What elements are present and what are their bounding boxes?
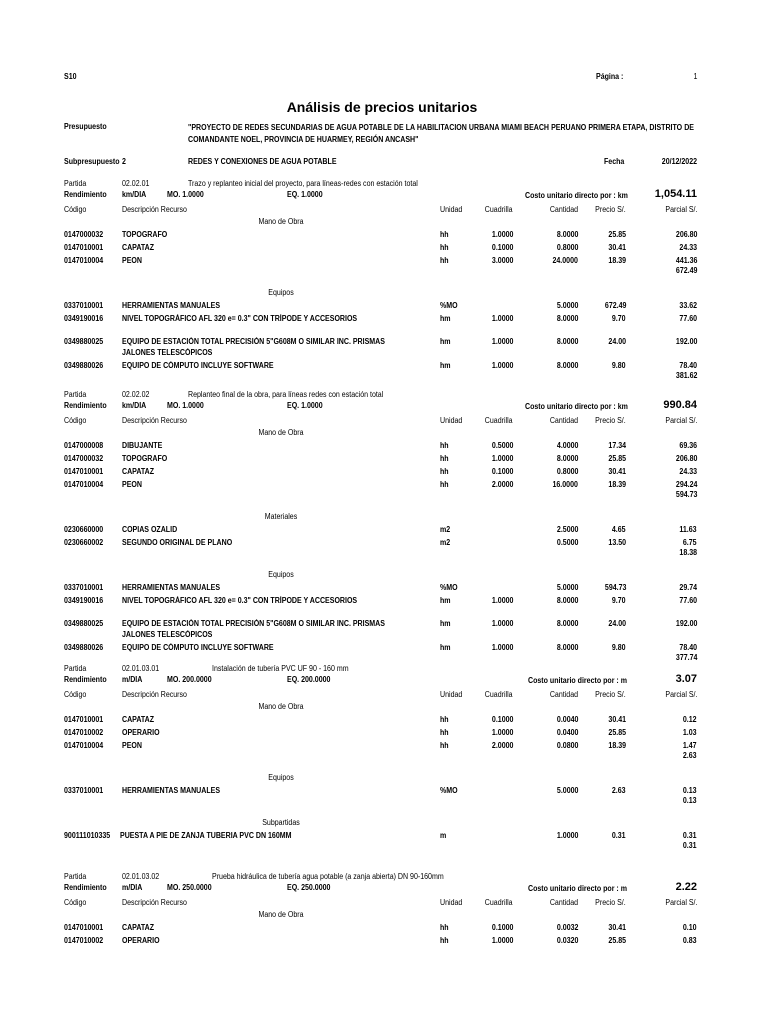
- partida-description: Replanteo final de la obra, para líneas redes con estación total: [188, 390, 384, 399]
- column-precio: Precio S/.: [595, 205, 626, 214]
- group-heading: Equipos: [268, 773, 294, 782]
- column-parcial: Parcial S/.: [664, 690, 697, 699]
- resource-cantidad: 0.0320: [556, 936, 578, 945]
- resource-cuadrilla: 0.1000: [491, 243, 513, 252]
- resource-parcial: 1.03: [683, 728, 697, 737]
- mo-value: MO. 250.0000: [167, 883, 212, 892]
- resource-unit: hm: [440, 596, 451, 605]
- resource-precio: 24.00: [608, 337, 626, 346]
- resource-cantidad: 5.0000: [556, 583, 578, 592]
- resource-parcial: 0.31: [683, 831, 697, 840]
- resource-cuadrilla: 0.5000: [491, 441, 513, 450]
- resource-cantidad: 0.0800: [556, 741, 578, 750]
- resource-precio: 9.80: [612, 643, 626, 652]
- resource-cantidad: 8.0000: [556, 619, 578, 628]
- partida-code: 02.01.03.01: [122, 664, 160, 673]
- resource-code: 0337010001: [64, 786, 104, 795]
- resource-cantidad: 8.0000: [556, 314, 578, 323]
- resource-code: 0349190016: [64, 314, 104, 323]
- resource-description: PEON: [122, 256, 142, 265]
- resource-code: 0147010004: [64, 256, 104, 265]
- resource-cantidad: 8.0000: [556, 230, 578, 239]
- resource-parcial: 77.60: [679, 314, 697, 323]
- eq-value: EQ. 250.0000: [287, 883, 331, 892]
- resource-cuadrilla: 1.0000: [491, 454, 513, 463]
- eq-value: EQ. 1.0000: [287, 401, 323, 410]
- subpresupuesto-text: REDES Y CONEXIONES DE AGUA POTABLE: [188, 157, 337, 166]
- eq-value: EQ. 200.0000: [287, 675, 331, 684]
- column-unidad: Unidad: [440, 416, 463, 425]
- resource-parcial: 206.80: [675, 230, 697, 239]
- resource-code: 0337010001: [64, 301, 104, 310]
- resource-parcial: 11.63: [679, 525, 697, 534]
- resource-code: 0230660002: [64, 538, 104, 547]
- resource-code: 0349880026: [64, 643, 104, 652]
- resource-unit: hh: [440, 454, 449, 463]
- resource-precio: 18.39: [608, 480, 626, 489]
- group-subtotal: 0.13: [683, 796, 697, 805]
- resource-precio: 24.00: [608, 619, 626, 628]
- resource-precio: 25.85: [608, 728, 626, 737]
- resource-cuadrilla: 1.0000: [491, 314, 513, 323]
- partida-description: Instalación de tubería PVC UF 90 - 160 mm: [212, 664, 349, 673]
- resource-description: OPERARIO: [122, 728, 160, 737]
- resource-cantidad: 0.0400: [556, 728, 578, 737]
- costo-unitario-label: Costo unitario directo por : km: [525, 402, 628, 411]
- column-precio: Precio S/.: [595, 898, 626, 907]
- resource-precio: 9.70: [612, 596, 626, 605]
- group-heading: Mano de Obra: [258, 702, 304, 711]
- resource-description: PEON: [122, 480, 142, 489]
- resource-parcial: 1.47: [683, 741, 697, 750]
- resource-parcial: 6.75: [683, 538, 697, 547]
- resource-unit: hh: [440, 728, 449, 737]
- resource-code: 0147010002: [64, 728, 104, 737]
- resource-cuadrilla: 1.0000: [491, 643, 513, 652]
- resource-cuadrilla: 0.1000: [491, 715, 513, 724]
- resource-cantidad: 0.8000: [556, 243, 578, 252]
- page-label: Página :: [596, 72, 624, 81]
- resource-unit: m2: [440, 538, 451, 547]
- resource-parcial: 29.74: [679, 583, 697, 592]
- resource-cantidad: 0.0032: [556, 923, 578, 932]
- resource-cuadrilla: 0.1000: [491, 467, 513, 476]
- resource-cantidad: 8.0000: [556, 337, 578, 346]
- resource-cuadrilla: 2.0000: [491, 741, 513, 750]
- resource-cantidad: 8.0000: [556, 596, 578, 605]
- rendimiento-label: Rendimiento: [64, 883, 107, 892]
- resource-precio: 18.39: [608, 256, 626, 265]
- resource-precio: 9.70: [612, 314, 626, 323]
- resource-description: SEGUNDO ORIGINAL DE PLANO: [122, 538, 233, 547]
- resource-description: HERRAMIENTAS MANUALES: [122, 786, 221, 795]
- resource-unit: hh: [440, 923, 449, 932]
- resource-parcial: 206.80: [675, 454, 697, 463]
- group-subtotal: 381.62: [675, 371, 697, 380]
- column-descripcion: Descripción Recurso: [122, 898, 187, 907]
- resource-cuadrilla: 2.0000: [491, 480, 513, 489]
- resource-description: HERRAMIENTAS MANUALES: [122, 301, 221, 310]
- partida-description: Prueba hidráulica de tubería agua potable (a zanja abierta) DN 90-160mm: [212, 872, 444, 881]
- resource-cantidad: 8.0000: [556, 454, 578, 463]
- fecha-label: Fecha: [604, 157, 625, 166]
- resource-unit: hh: [440, 230, 449, 239]
- resource-parcial: 24.33: [679, 467, 697, 476]
- partida-label: Partida: [64, 872, 87, 881]
- resource-unit: hm: [440, 337, 451, 346]
- resource-cantidad: 0.8000: [556, 467, 578, 476]
- resource-cantidad: 5.0000: [556, 786, 578, 795]
- group-subtotal: 377.74: [675, 653, 697, 662]
- resource-parcial: 24.33: [679, 243, 697, 252]
- resource-code: 0349880025: [64, 337, 104, 346]
- resource-code: 0349880025: [64, 619, 104, 628]
- group-heading: Mano de Obra: [258, 910, 304, 919]
- costo-unitario-label: Costo unitario directo por : m: [528, 676, 627, 685]
- resource-description: CAPATAZ: [122, 923, 155, 932]
- rendimiento-label: Rendimiento: [64, 675, 107, 684]
- group-heading: Materiales: [264, 512, 298, 521]
- mo-value: MO. 1.0000: [167, 401, 204, 410]
- column-cuadrilla: Cuadrilla: [485, 898, 513, 907]
- resource-code: 0337010001: [64, 583, 104, 592]
- resource-code: 0147010004: [64, 741, 104, 750]
- rendimiento-unit: m/DIA: [122, 883, 143, 892]
- resource-cuadrilla: 1.0000: [491, 596, 513, 605]
- resource-cantidad: 0.5000: [556, 538, 578, 547]
- costo-unitario-value: 990.84: [663, 399, 697, 411]
- resource-parcial: 441.36: [675, 256, 697, 265]
- resource-precio: 25.85: [608, 454, 626, 463]
- resource-code: 0147010004: [64, 480, 104, 489]
- resource-description: CAPATAZ: [122, 715, 155, 724]
- page-number: 1: [693, 72, 697, 81]
- resource-code: 0147010001: [64, 467, 104, 476]
- resource-unit: hh: [440, 480, 449, 489]
- resource-unit: hh: [440, 243, 449, 252]
- resource-description: NIVEL TOPOGRÁFICO AFL 320 e= 0.3" CON TRÍPODE Y ACCESORIOS: [122, 314, 358, 323]
- resource-cuadrilla: 1.0000: [491, 337, 513, 346]
- resource-code: 0147010001: [64, 243, 104, 252]
- resource-unit: %MO: [440, 301, 458, 310]
- resource-precio: 4.65: [612, 525, 626, 534]
- resource-cantidad: 8.0000: [556, 361, 578, 370]
- resource-unit: hm: [440, 314, 451, 323]
- resource-description: COPIAS OZALID: [122, 525, 178, 534]
- costo-unitario-value: 3.07: [675, 673, 697, 685]
- group-subtotal: 2.63: [683, 751, 697, 760]
- presupuesto-text: "PROYECTO DE REDES SECUNDARIAS DE AGUA POTABLE DE LA HABILITACION URBANA MIAMI BEACH PERUANO PRIMERA ETAPA, DISTRITO DE COMANDANTE NOEL, PROVINCIA DE HUARMEY, REGIÓN ANCASH": [188, 123, 694, 144]
- resource-precio: 672.49: [604, 301, 626, 310]
- resource-unit: hh: [440, 467, 449, 476]
- column-descripcion: Descripción Recurso: [122, 205, 187, 214]
- resource-cantidad: 24.0000: [552, 256, 578, 265]
- costo-unitario-value: 2.22: [675, 881, 697, 893]
- resource-precio: 25.85: [608, 230, 626, 239]
- rendimiento-label: Rendimiento: [64, 401, 107, 410]
- resource-unit: hm: [440, 361, 451, 370]
- group-heading: Mano de Obra: [258, 428, 304, 437]
- partida-code: 02.02.02: [122, 390, 150, 399]
- rendimiento-unit: km/DIA: [122, 190, 147, 199]
- resource-precio: 25.85: [608, 936, 626, 945]
- column-cuadrilla: Cuadrilla: [485, 205, 513, 214]
- resource-precio: 13.50: [608, 538, 626, 547]
- resource-cuadrilla: 1.0000: [491, 361, 513, 370]
- resource-parcial: 77.60: [679, 596, 697, 605]
- resource-description: EQUIPO DE CÓMPUTO INCLUYE SOFTWARE: [122, 643, 274, 652]
- resource-code: 900111010335: [64, 831, 111, 840]
- column-unidad: Unidad: [440, 205, 463, 214]
- group-subtotal: 0.31: [683, 841, 697, 850]
- resource-parcial: 69.36: [679, 441, 697, 450]
- resource-parcial: 78.40: [679, 643, 697, 652]
- subpresupuesto-number: 2: [122, 157, 126, 166]
- resource-description-cont: JALONES TELESCÓPICOS: [122, 630, 213, 639]
- resource-description: PEON: [122, 741, 142, 750]
- column-descripcion: Descripción Recurso: [122, 416, 187, 425]
- column-cantidad: Cantidad: [549, 416, 578, 425]
- group-heading: Equipos: [268, 570, 294, 579]
- mo-value: MO. 1.0000: [167, 190, 204, 199]
- resource-precio: 18.39: [608, 741, 626, 750]
- partida-code: 02.02.01: [122, 179, 150, 188]
- partida-label: Partida: [64, 179, 87, 188]
- column-descripcion: Descripción Recurso: [122, 690, 187, 699]
- column-codigo: Código: [64, 205, 87, 214]
- software-tag: S10: [64, 72, 77, 81]
- resource-description: CAPATAZ: [122, 243, 155, 252]
- resource-unit: %MO: [440, 786, 458, 795]
- resource-parcial: 33.62: [679, 301, 697, 310]
- resource-unit: %MO: [440, 583, 458, 592]
- column-cantidad: Cantidad: [549, 898, 578, 907]
- resource-unit: hh: [440, 936, 449, 945]
- resource-precio: 594.73: [604, 583, 626, 592]
- resource-description: NIVEL TOPOGRÁFICO AFL 320 e= 0.3" CON TRÍPODE Y ACCESORIOS: [122, 596, 358, 605]
- resource-precio: 30.41: [608, 467, 626, 476]
- resource-precio: 30.41: [608, 715, 626, 724]
- resource-cantidad: 16.0000: [552, 480, 578, 489]
- resource-description: TOPOGRAFO: [122, 230, 168, 239]
- group-subtotal: 594.73: [675, 490, 697, 499]
- resource-description: CAPATAZ: [122, 467, 155, 476]
- subpresupuesto-label: Subpresupuesto: [64, 157, 120, 166]
- resource-precio: 2.63: [612, 786, 626, 795]
- column-precio: Precio S/.: [595, 690, 626, 699]
- resource-cantidad: 4.0000: [556, 441, 578, 450]
- column-parcial: Parcial S/.: [664, 416, 697, 425]
- resource-parcial: 78.40: [679, 361, 697, 370]
- rendimiento-unit: km/DIA: [122, 401, 147, 410]
- resource-description: OPERARIO: [122, 936, 160, 945]
- column-codigo: Código: [64, 898, 87, 907]
- column-parcial: Parcial S/.: [664, 205, 697, 214]
- resource-cuadrilla: 1.0000: [491, 936, 513, 945]
- group-subtotal: 18.38: [679, 548, 697, 557]
- resource-unit: hm: [440, 619, 451, 628]
- resource-parcial: 0.10: [683, 923, 697, 932]
- resource-unit: hh: [440, 715, 449, 724]
- page-title: Análisis de precios unitarios: [286, 99, 478, 115]
- column-unidad: Unidad: [440, 690, 463, 699]
- resource-cuadrilla: 3.0000: [491, 256, 513, 265]
- resource-parcial: 192.00: [675, 619, 697, 628]
- resource-description: PUESTA A PIE DE ZANJA TUBERIA PVC DN 160MM: [120, 831, 292, 840]
- resource-parcial: 0.83: [683, 936, 697, 945]
- resource-code: 0349190016: [64, 596, 104, 605]
- column-unidad: Unidad: [440, 898, 463, 907]
- resource-cuadrilla: 1.0000: [491, 728, 513, 737]
- resource-precio: 9.80: [612, 361, 626, 370]
- resource-cuadrilla: 0.1000: [491, 923, 513, 932]
- resource-unit: hm: [440, 643, 451, 652]
- mo-value: MO. 200.0000: [167, 675, 212, 684]
- resource-cuadrilla: 1.0000: [491, 619, 513, 628]
- resource-description: EQUIPO DE ESTACIÓN TOTAL PRECISIÓN 5"G608M O SIMILAR INC. PRISMAS: [122, 337, 385, 346]
- partida-label: Partida: [64, 390, 87, 399]
- resource-precio: 30.41: [608, 243, 626, 252]
- group-subtotal: 672.49: [675, 266, 697, 275]
- group-heading: Subpartidas: [262, 818, 300, 827]
- resource-code: 0147000032: [64, 230, 104, 239]
- column-cantidad: Cantidad: [549, 690, 578, 699]
- resource-cantidad: 0.0040: [556, 715, 578, 724]
- resource-cantidad: 1.0000: [556, 831, 578, 840]
- resource-cantidad: 8.0000: [556, 643, 578, 652]
- resource-cantidad: 2.5000: [556, 525, 578, 534]
- eq-value: EQ. 1.0000: [287, 190, 323, 199]
- resource-description-cont: JALONES TELESCÓPICOS: [122, 348, 213, 357]
- rendimiento-label: Rendimiento: [64, 190, 107, 199]
- resource-code: 0147000008: [64, 441, 104, 450]
- costo-unitario-label: Costo unitario directo por : m: [528, 884, 627, 893]
- resource-code: 0349880026: [64, 361, 104, 370]
- resource-precio: 0.31: [612, 831, 626, 840]
- resource-parcial: 192.00: [675, 337, 697, 346]
- resource-unit: hh: [440, 741, 449, 750]
- resource-code: 0147010002: [64, 936, 104, 945]
- group-heading: Equipos: [268, 288, 294, 297]
- resource-precio: 17.34: [608, 441, 626, 450]
- resource-parcial: 0.12: [683, 715, 697, 724]
- costo-unitario-label: Costo unitario directo por : km: [525, 191, 628, 200]
- partida-code: 02.01.03.02: [122, 872, 160, 881]
- resource-precio: 30.41: [608, 923, 626, 932]
- resource-code: 0147010001: [64, 715, 104, 724]
- column-parcial: Parcial S/.: [664, 898, 697, 907]
- presupuesto-label: Presupuesto: [64, 122, 107, 131]
- column-codigo: Código: [64, 690, 87, 699]
- resource-cantidad: 5.0000: [556, 301, 578, 310]
- costo-unitario-value: 1,054.11: [654, 188, 697, 200]
- partida-description: Trazo y replanteo inicial del proyecto, para líneas-redes con estación total: [188, 179, 418, 188]
- resource-unit: m: [440, 831, 447, 840]
- rendimiento-unit: m/DIA: [122, 675, 143, 684]
- resource-description: TOPOGRAFO: [122, 454, 168, 463]
- resource-parcial: 0.13: [683, 786, 697, 795]
- resource-description: HERRAMIENTAS MANUALES: [122, 583, 221, 592]
- column-cantidad: Cantidad: [549, 205, 578, 214]
- column-codigo: Código: [64, 416, 87, 425]
- fecha-value: 20/12/2022: [661, 157, 697, 166]
- column-precio: Precio S/.: [595, 416, 626, 425]
- resource-code: 0147010001: [64, 923, 104, 932]
- resource-code: 0147000032: [64, 454, 104, 463]
- column-cuadrilla: Cuadrilla: [485, 416, 513, 425]
- resource-unit: hh: [440, 256, 449, 265]
- resource-description: EQUIPO DE ESTACIÓN TOTAL PRECISIÓN 5"G608M O SIMILAR INC. PRISMAS: [122, 619, 385, 628]
- group-heading: Mano de Obra: [258, 217, 304, 226]
- resource-cuadrilla: 1.0000: [491, 230, 513, 239]
- column-cuadrilla: Cuadrilla: [485, 690, 513, 699]
- resource-description: EQUIPO DE CÓMPUTO INCLUYE SOFTWARE: [122, 361, 274, 370]
- resource-description: DIBUJANTE: [122, 441, 163, 450]
- partida-label: Partida: [64, 664, 87, 673]
- resource-code: 0230660000: [64, 525, 104, 534]
- resource-unit: m2: [440, 525, 451, 534]
- resource-parcial: 294.24: [675, 480, 697, 489]
- resource-unit: hh: [440, 441, 449, 450]
